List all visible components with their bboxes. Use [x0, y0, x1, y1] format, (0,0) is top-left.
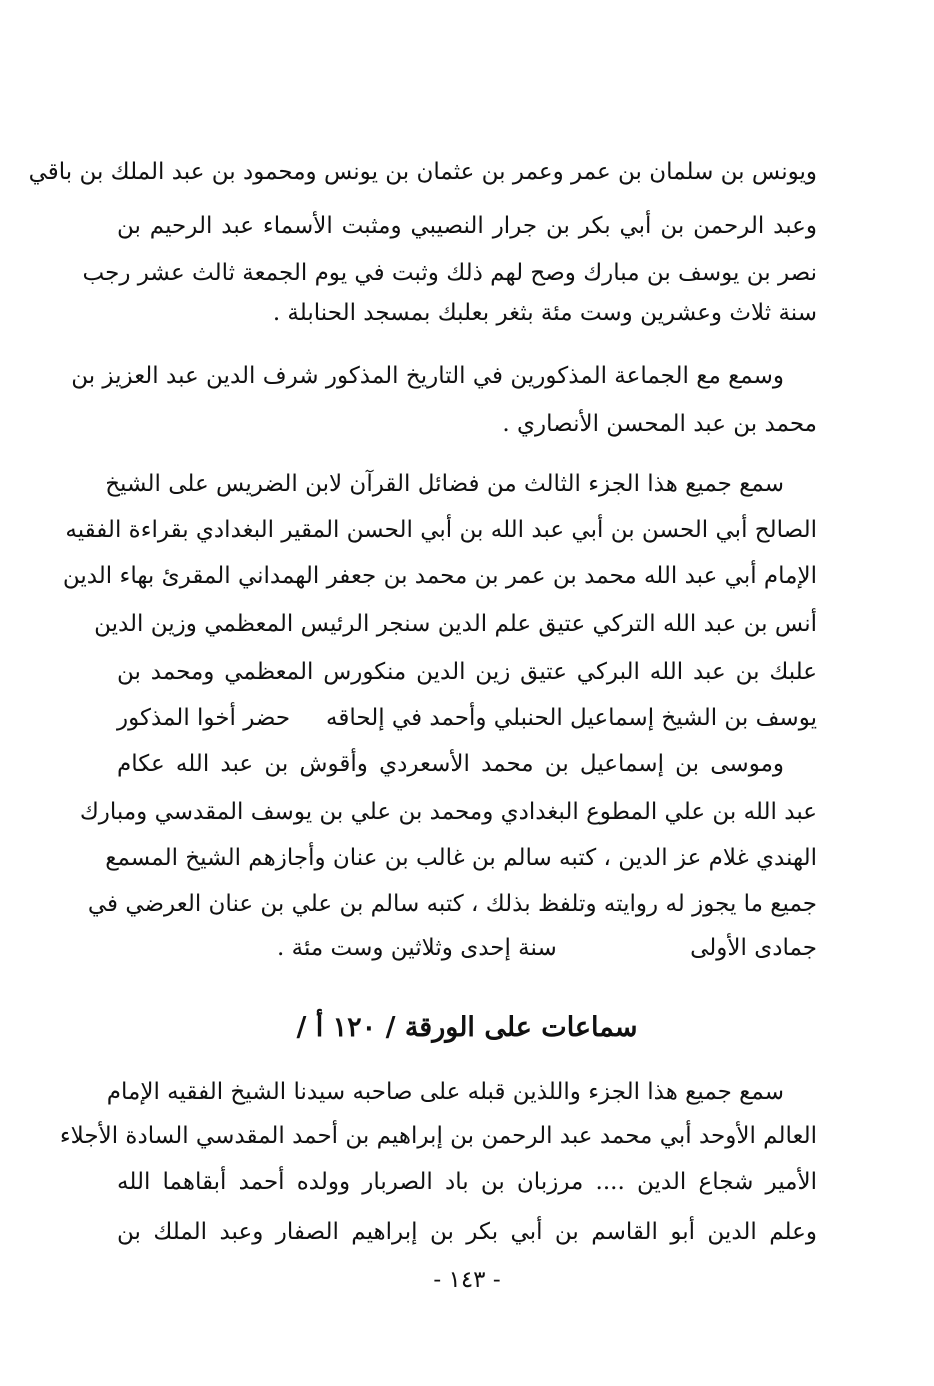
text-line: الأمير شجاع الدين .... مرزبان بن باد الصربار وولده أحمد أبقاهما الله: [117, 1169, 817, 1195]
text-line: الصالح أبي الحسن بن أبي عبد الله بن أبي الحسن المقير البغدادي بقراءة الفقيه: [65, 517, 817, 543]
text-line: وعلم الدين أبو القاسم بن أبي بكر بن إبراهيم الصفار وعبد الملك بن: [117, 1219, 817, 1245]
text-line: علبك بن عبد الله البركي عتيق زين الدين منكورس المعظمي ومحمد بن: [117, 659, 817, 685]
text-line: الهندي غلام عز الدين ، كتبه سالم بن غالب بن عنان وأجازهم الشيخ المسمع: [105, 845, 817, 871]
text-line: وعبد الرحمن بن أبي بكر بن جرار النصيبي ومثبت الأسماء عبد الرحيم بن: [117, 213, 817, 239]
text-line: وسمع مع الجماعة المذكورين في التاريخ المذكور شرف الدين عبد العزيز بن: [71, 363, 784, 389]
section-heading: سماعات على الورقة / ١٢٠ أ /: [296, 1012, 638, 1043]
text-line: عبد الله بن علي المطوع البغدادي ومحمد بن علي بن يوسف المقدسي ومبارك: [79, 799, 817, 825]
text-line: سمع جميع هذا الجزء الثالث من فضائل القرآن لابن الضريس على الشيخ: [105, 471, 784, 497]
text-line: ويونس بن سلمان بن عمر وعمر بن عثمان بن يونس ومحمود بن عبد الملك بن باقي: [28, 159, 817, 185]
text-line: محمد بن عبد المحسن الأنصاري .: [502, 411, 817, 437]
page-number: - ١٤٣ -: [433, 1267, 501, 1293]
text-line: نصر بن يوسف بن مبارك وصح لهم ذلك وثبت في يوم الجمعة ثالث عشر رجب: [82, 260, 817, 286]
text-line: أنس بن عبد الله التركي عتيق علم الدين سنجر الرئيس المعظمي وزين الدين: [94, 611, 817, 637]
text-segment: يوسف بن الشيخ إسماعيل الحنبلي وأحمد في إلحاقه: [326, 705, 817, 731]
text-line: العالم الأوحد أبي محمد عبد الرحمن بن إبراهيم بن أحمد المقدسي السادة الأجلاء: [59, 1123, 817, 1149]
text-segment: حضر أخوا المذكور: [117, 705, 291, 731]
text-line: جميع ما يجوز له روايته وتلفظ بذلك ، كتبه سالم بن علي بن عنان العرضي في: [87, 891, 817, 917]
text-line: سنة ثلاث وعشرين وست مئة بثغر بعلبك بمسجد الحنابلة .: [272, 300, 817, 326]
text-segment: جمادى الأولى: [690, 935, 817, 961]
text-line: سمع جميع هذا الجزء واللذين قبله على صاحبه سيدنا الشيخ الفقيه الإمام: [106, 1079, 784, 1105]
text-segment: سنة إحدى وثلاثين وست مئة .: [277, 935, 557, 961]
text-line: وموسى بن إسماعيل بن محمد الأسعردي وأقوش بن عبد الله عكام: [117, 751, 784, 777]
text-line: الإمام أبي عبد الله محمد بن عمر بن محمد بن جعفر الهمداني المقرئ بهاء الدين: [62, 563, 817, 589]
